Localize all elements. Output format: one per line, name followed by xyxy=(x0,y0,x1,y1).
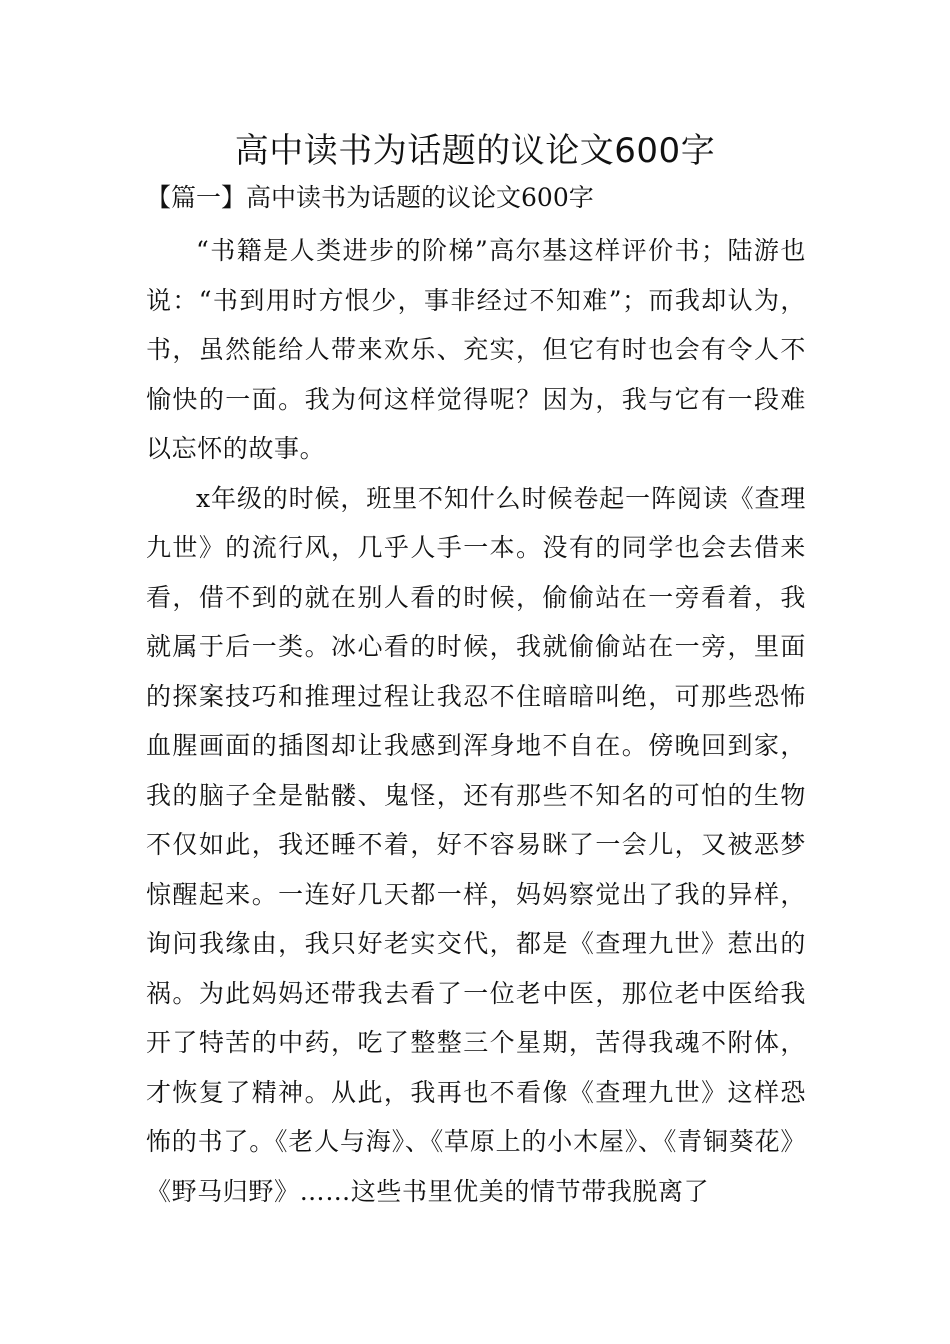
paragraph-1: “书籍是人类进步的阶梯”高尔基这样评价书；陆游也说：“书到用时方恨少，事非经过不知难”；而我却认为，书，虽然能给人带来欢乐、充实，但它有时也会有令人不愉快的一面。我为何这样觉得呢？因为，我与它有一段难以忘怀的故事。 xyxy=(146,236,806,463)
section-heading: 【篇一】高中读书为话题的议论文600字 xyxy=(146,183,594,212)
body-text xyxy=(146,226,806,1216)
paragraph-2: x年级的时候，班里不知什么时候卷起一阵阅读《查理九世》的流行风，几乎人手一本。没有的同学也会去借来看，借不到的就在别人看的时候，偷偷站在一旁看着，我就属于后一类。冰心看的时候，我就偷偷站在一旁，里面的探案技巧和推理过程让我忍不住暗暗叫绝，可那些恐怖血腥画面的插图却让我感到浑身地不自在。傍晚回到家，我的脑子全是骷髅、鬼怪，还有那些不知名的可怕的生物不仅如此，我还睡不着，好不容易眯了一会儿，又被恶梦惊醒起来。一连好几天都一样，妈妈察觉出了我的异样，询问我缘由，我只好老实交代，都是《查理九世》惹出的祸。为此妈妈还带我去看了一位老中医，那位老中医给我开了特苦的中药，吃了整整三个星期，苦得我魂不附体，才恢复了精神。从此，我再也不看像《查理九世》这样恐怖的书了。《老人与海》、《草原上的小木屋》、《青铜葵花》《野马归野》……这些书里优美的情节带我脱离了 xyxy=(146,483,806,1206)
document-title: 高中读书为话题的议论文600字 xyxy=(234,131,716,171)
